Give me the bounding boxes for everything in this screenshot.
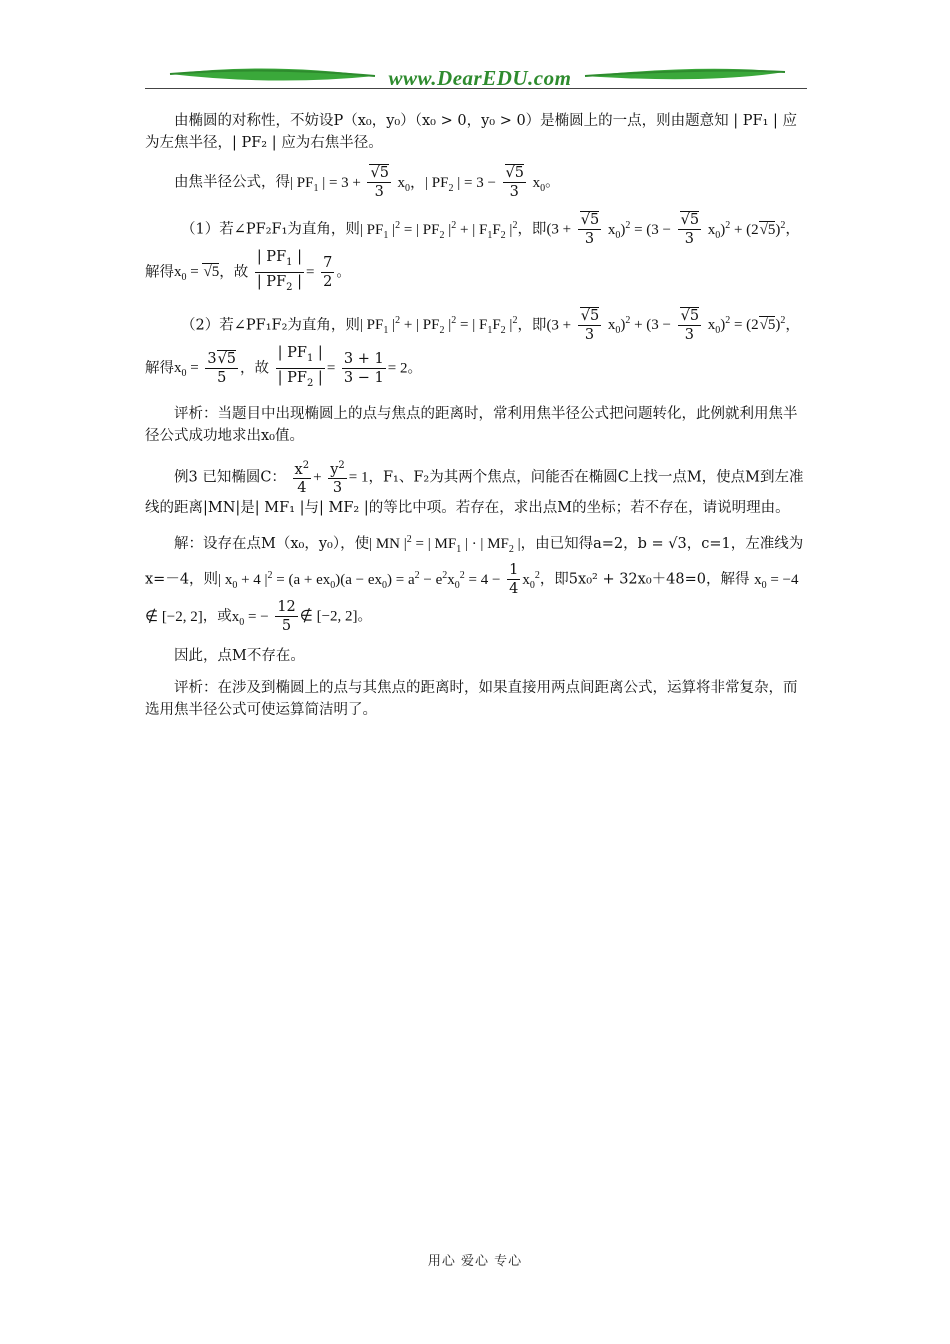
paragraph-solution: 解：设存在点M（x₀，y₀），使| MN $|^2$ = | $MF_1$ | · | $MF_2$ |，由已知得a=2，b = √3，c=1，左准线为x=－4，则| $x_0 + 4$ $|^2 = (a + ex_0)(a - ex_0) = a^2 - e^2x_0^2 = 4$ − $\frac{1}{4}$ $x_0^2$，即5x₀² + 32x₀＋48=0，解得 $x_0 = -4$ ∉ [−2, 2]，或$x_0$ = − $\frac{12}{5}$ ∉ [−2, 2]。 — [145, 534, 804, 635]
document-body — [145, 110, 807, 731]
paragraph-symmetry: 由椭圆的对称性，不妨设P（x₀，y₀）（x₀ > 0，y₀ > 0）是椭圆上的一点，则由题意知 | PF₁ | 应为左焦半径，| PF₂ | 应为右焦半径。 — [145, 113, 798, 151]
fraction: $\frac{3 + 1}{3 - 1}$ — [343, 350, 384, 386]
fraction: $\frac{√5}{3}$ — [367, 164, 390, 201]
fraction: $\frac{3√5}{5}$ — [207, 350, 237, 386]
fraction: $\frac{7}{2}$ — [323, 254, 333, 290]
fraction: $\frac{| PF_1 |}{| PF_2 |}$ — [277, 344, 323, 389]
fraction: $\frac{| PF_1 |}{| PF_2 |}$ — [256, 249, 302, 293]
paragraph-example-3: 例3 已知椭圆C： $\frac{x^2}{4}$ + $\frac{y^2}{3}$ = 1，F₁、F₂为其两个焦点，问能否在椭圆C上找一点M，使点M到左准线的距离|MN|是| MF₁ |与| MF₂ |的等比中项。若存在，求出点M的坐标；若不存在，请说明理由。 — [145, 457, 807, 520]
paragraph-comment-1: 评析：当题目中出现椭圆上的点与焦点的距离时，常利用焦半径公式把问题转化，此例就利用焦半径公式成功地求出x₀值。 — [145, 405, 798, 444]
paragraph-comment-2: 评析：在涉及到椭圆上的点与其焦点的距离时，如果直接用两点间距离公式，运算将非常复杂，而选用焦半径公式可使运算简洁明了。 — [145, 680, 798, 719]
page-footer: 用心 爱心 专心 — [427, 1254, 523, 1269]
fraction: $\frac{12}{5}$ — [277, 599, 296, 635]
fraction: $\frac{1}{4}$ — [509, 562, 519, 598]
fraction: $\frac{√5}{3}$ — [678, 211, 701, 248]
paragraph-case-1: （1）若∠PF₂F₁为直角，则| $PF_1$ $|^2$ = | $PF_2$ $|^2$ + | $F_1F_2$ $|^2$，即(3 + $\frac{√5}{3}$ $x_0)^2 = (3$ − $\frac{√5}{3}$ $x_0)^2 + (2√5)^2$，解得$x_0 = √5$，故 $\frac{| PF_1 |}{| PF_2 |}$ = $\frac{7}{2}$ 。 — [145, 211, 807, 297]
fraction: $\frac{√5}{3}$ — [678, 307, 701, 344]
site-header — [145, 62, 807, 94]
paragraph-focal-radius: 由焦半径公式，得| $PF_1$ | = 3 + $\frac{√5}{3}$ $x_0$，| $PF_2$ | = 3 − $\frac{√5}{3}$ $x_0$。 — [174, 165, 560, 200]
header-rule — [145, 88, 807, 89]
fraction: $\frac{√5}{3}$ — [578, 211, 601, 248]
fraction: $\frac{√5}{3}$ — [503, 164, 526, 201]
fraction: $\frac{y^2}{3}$ — [328, 457, 347, 498]
paragraph-conclusion: 因此，点M不存在。 — [174, 648, 305, 665]
fraction: $\frac{x^2}{4}$ — [293, 457, 312, 498]
site-logo[interactable]: www.DearEDU.com — [388, 66, 572, 90]
paragraph-case-2: （2）若∠PF₁F₂为直角，则| $PF_1$ $|^2$ + | $PF_2$ $|^2$ = | $F_1F_2$ $|^2$，即(3 + $\frac{√5}{3}$ $x_0)^2 + (3$ − $\frac{√5}{3}$ $x_0)^2 = (2√5)^2$，解得$x_0$ = $\frac{3√5}{5}$ ，故 $\frac{| PF_1 |}{| PF_2 |}$ = $\frac{3 + 1}{3 - 1}$ = 2。 — [145, 307, 807, 393]
fraction: $\frac{√5}{3}$ — [578, 307, 601, 344]
